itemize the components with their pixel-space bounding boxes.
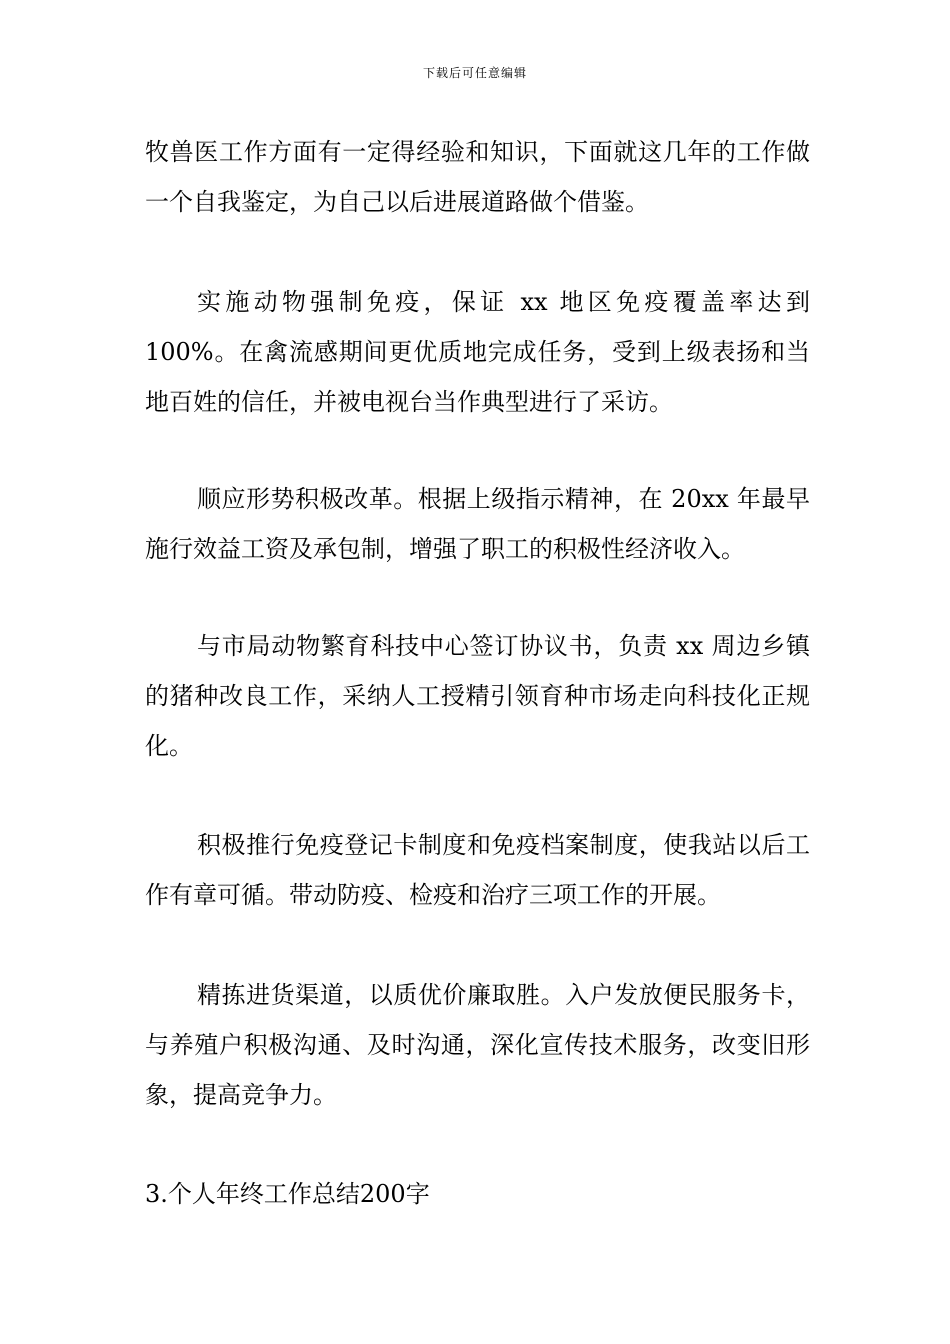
paragraph-5: 积极推行免疫登记卡制度和免疫档案制度，使我站以后工作有章可循。带动防疫、检疫和治疗三项工作的开展。 [145,831,810,909]
paragraph-2: 实施动物强制免疫，保证 xx 地区免疫覆盖率达到100%。在禽流感期间更优质地完成任务，受到上级表扬和当地百姓的信任，并被电视台当作典型进行了采访。 [145,288,810,416]
page-header: 下载后可任意编辑 [422,66,527,80]
paragraph-3: 顺应形势积极改革。根据上级指示精神，在 20xx 年最早施行效益工资及承包制，增强了职工的积极性经济收入。 [145,485,810,563]
paragraph-1: 牧兽医工作方面有一定得经验和知识，下面就这几年的工作做一个自我鉴定，为自己以后进展道路做个借鉴。 [145,138,810,216]
paragraph-6: 精拣进货渠道，以质优价廉取胜。入户发放便民服务卡，与养殖户积极沟通、及时沟通，深化宣传技术服务，改变旧形象，提高竞争力。 [145,981,810,1109]
section-heading: 3.个人年终工作总结200字 [145,1180,430,1208]
paragraph-4: 与市局动物繁育科技中心签订协议书，负责 xx 周边乡镇的猪种改良工作，采纳人工授精引领育种市场走向科技化正规化。 [145,632,810,760]
